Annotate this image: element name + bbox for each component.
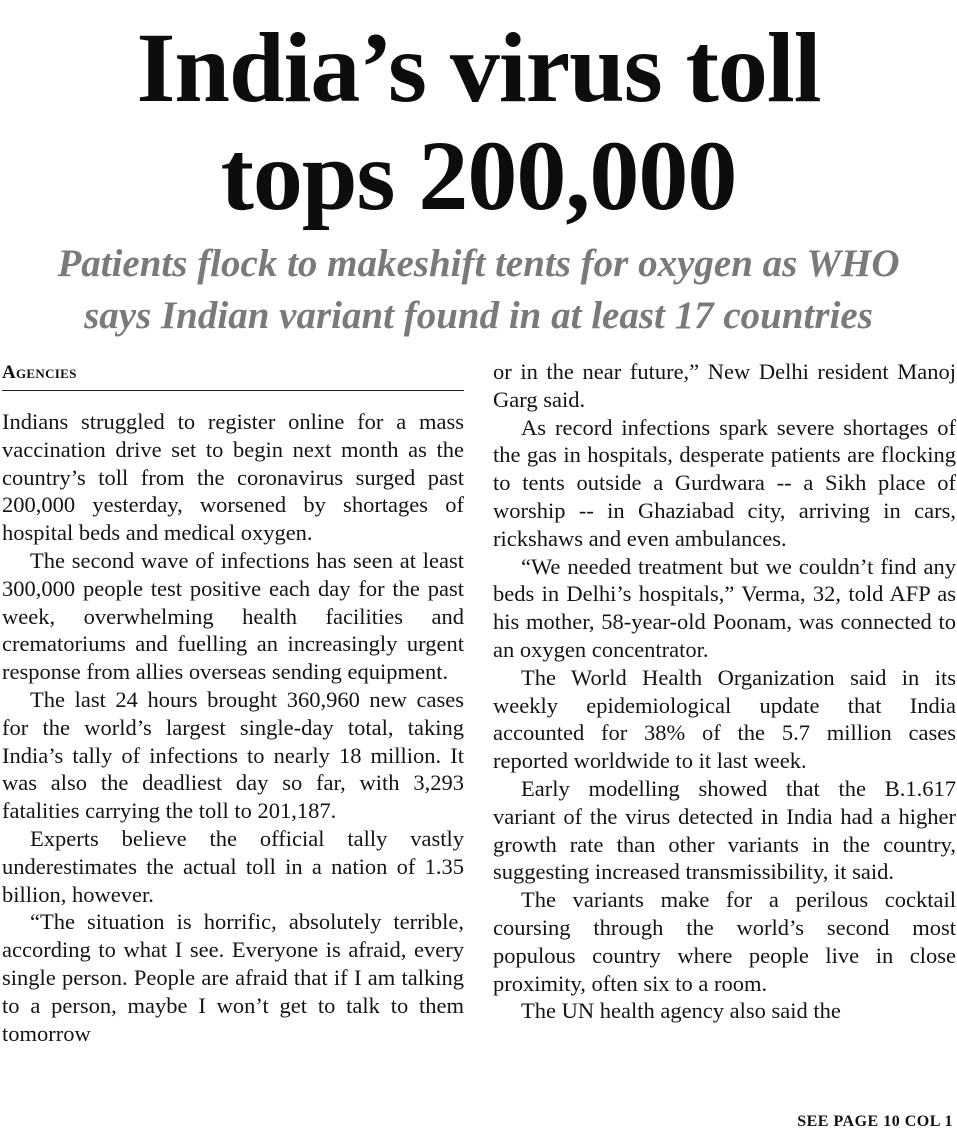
article-paragraph: or in the near future,” New Delhi resident Manoj Garg said. [493,359,956,412]
article-right-column [493,358,956,1025]
article-paragraph: The World Health Organization said in its weekly epidemiological update that India accounted for 38% of the 5.7 million cases reported worldwide to it last week. [493,664,956,774]
subheadline [0,238,957,342]
article-left-column [2,408,464,1047]
article-paragraph: Experts believe the official tally vastly underestimates the actual toll in a nation of 1.35 billion, however. [2,825,464,907]
article-paragraph: The UN health agency also said the [521,998,841,1024]
article-paragraph: The second wave of infections has seen at least 300,000 people test positive each day for the past week, overwhelming health facilities and crematoriums and fuelling an increasingly urgent response from allies overseas sending equipment. [2,547,464,685]
article-paragraph: “The situation is horrific, absolutely terrible, according to what I see. Everyone is afraid, every single person. People are afraid that if I am talking to a person, maybe I won’t get to talk to them tomorrow [2,909,464,1046]
headline-line-2: tops 200,000 [220,120,737,231]
subheadline-line-2: says Indian variant found in at least 17 countries [84,294,873,337]
article-paragraph: “We needed treatment but we couldn’t find any beds in Delhi’s hospitals,” Verma, 32, told AFP as his mother, 58-year-old Poonam, was connected to an oxygen concentrator. [493,553,956,662]
article-paragraph: The variants make for a perilous cocktail coursing through the world’s second most populous country where people live in close proximity, often six to a room. [493,887,956,996]
article-paragraph: The last 24 hours brought 360,960 new cases for the world’s largest single-day total, taking India’s tally of infections to nearly 18 million. It was also the deadliest day so far, with 3,293 fatalities carrying the toll to 201,187. [2,686,464,824]
article-paragraph: As record infections spark severe shortages of the gas in hospitals, desperate patients are flocking to tents outside a Gurdwara -- a Sikh place of worship -- in Ghaziabad city, arriving in cars, rickshaws and even ambulances. [493,414,956,551]
article-paragraph: Indians struggled to register online for a mass vaccination drive set to begin next month as the country’s toll from the coronavirus surged past 200,000 yesterday, worsened by shortages of hospital beds and medical oxygen. [2,409,464,546]
article-paragraph: Early modelling showed that the B.1.617 variant of the virus detected in India had a higher growth rate than other variants in the country, suggesting increased transmissibility, it said. [493,775,956,885]
byline: Agencies [2,360,464,391]
subheadline-line-1: Patients flock to makeshift tents for oxygen as WHO [57,242,900,285]
headline-line-1: India’s virus toll [136,12,821,123]
headline [0,14,957,230]
continued-on-page-jump: SEE PAGE 10 COL 1 [797,1113,953,1130]
